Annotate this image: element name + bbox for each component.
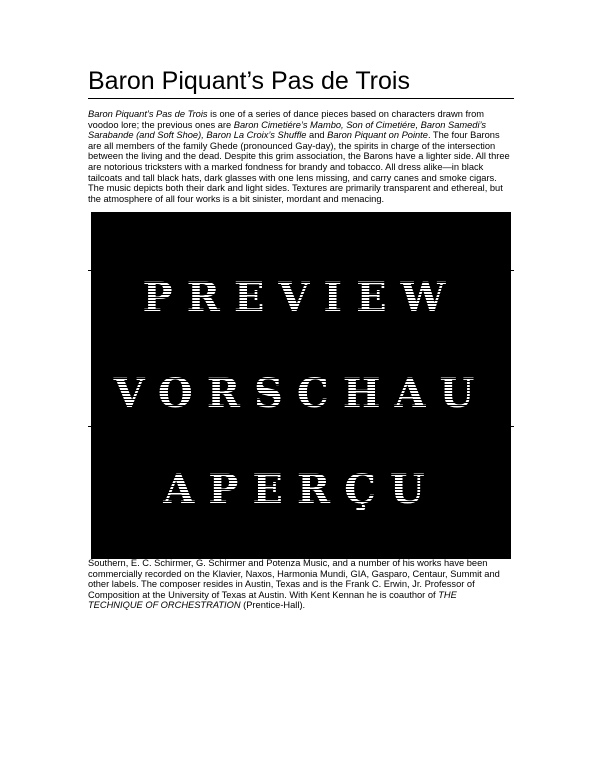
text-run: (Prentice-Hall). [240, 600, 306, 611]
watermark-vorschau-text: VORSCHAU [91, 370, 511, 417]
text-run: is one of a series of dance pieces based on characters drawn from voodoo lore; the previous ones are [88, 109, 485, 130]
text-run: Southern, E. C. Schirmer, G. Schirmer and Potenza Music, and a number of his works have been commercially recorded on the Klavier, Naxos, Harmonia Mundi, GIA, Gasparo, Centaur, Summit and other labels. The composer resides in Austin, Texas and is the Frank C. Erwin, Jr. Professor of Composition at the University of Texas at Austin. With Kent Kennan he is coauthor of [88, 558, 500, 600]
italic-text-run: Baron Cimetiére’s Mambo, Son of Cimetiére, Baron Samedi’s Sarabande (and Soft Shoe), Baron La Croix’s Shuffle [88, 119, 487, 141]
italic-text-run: Baron Piquant on Pointe [327, 130, 428, 141]
italic-text-run: THE TECHNIQUE OF ORCHESTRATION [88, 589, 457, 611]
composer-bio-paragraph [88, 558, 514, 611]
italic-text-run: Baron Piquant’s Pas de Trois [88, 109, 208, 119]
text-run: and [306, 130, 328, 141]
text-run: . The four Barons are all members of the family Ghede (pronounced Gay-day), the spirits in charge of the intersection between the living and the dead. Despite this grim association, the Barons have a lighter side. All three are notorious tricksters with a marked fondness for brandy and tobacco. All dress alike—in black tailcoats and tall black hats, dark glasses with one lens missing, and carry canes and smoke cigars. The music depicts both their dark and light sides. Textures are primarily transparent and ethereal, but the atmosphere of all four works is a bit sinister, mordant and menacing. [88, 130, 510, 204]
preview-watermark-overlay [91, 212, 511, 559]
watermark-preview-text: PREVIEW [91, 274, 511, 321]
watermark-apercu-text: APERÇU [91, 466, 511, 513]
page-title: Baron Piquant’s Pas de Trois [88, 66, 514, 99]
intro-paragraph [88, 109, 514, 204]
